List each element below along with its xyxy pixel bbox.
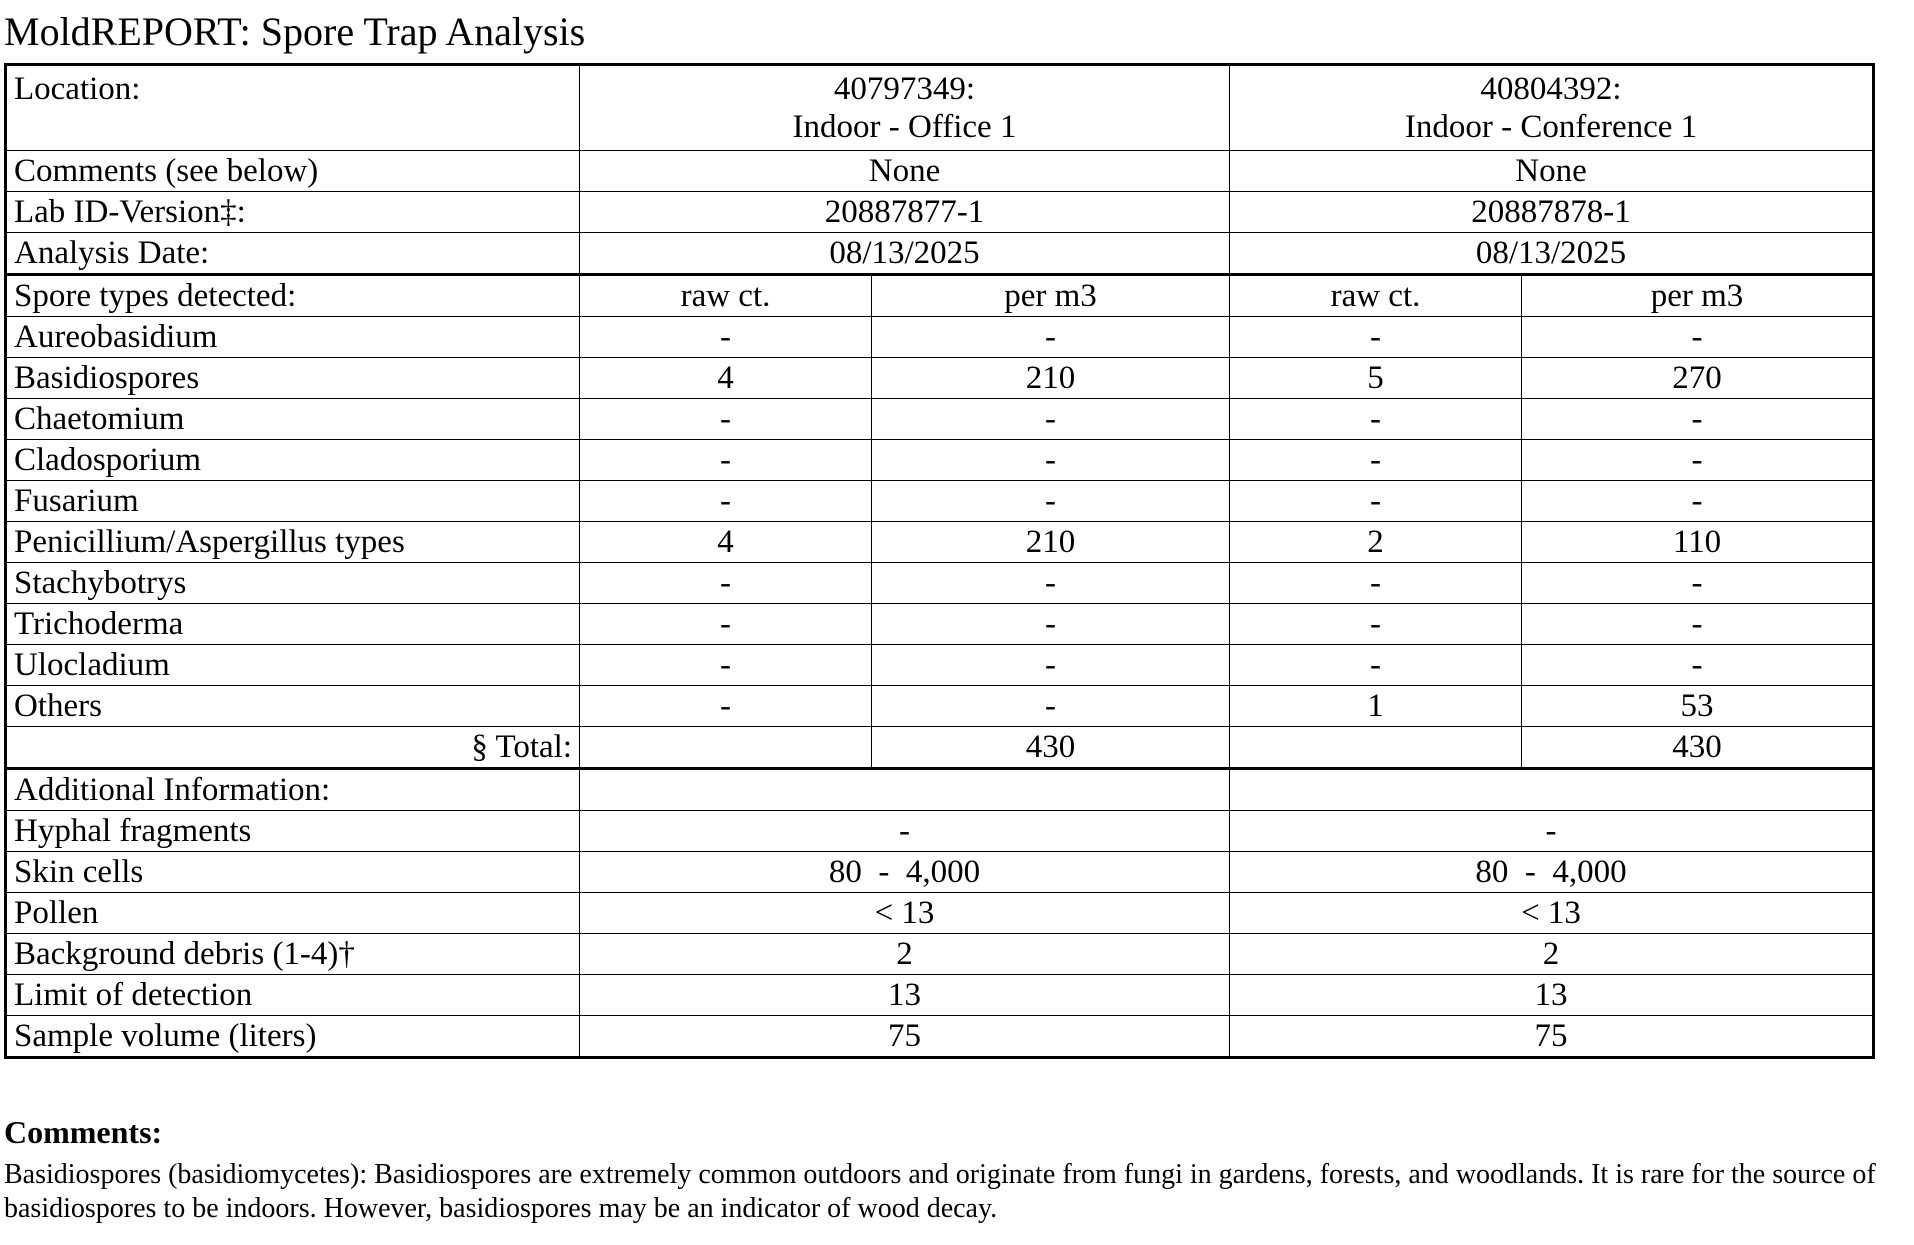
sample-2-comments: None: [1230, 151, 1874, 192]
spore-row: [6, 399, 1874, 440]
sample-1-additional-blank: [580, 769, 1230, 811]
comments-row: [6, 151, 1874, 192]
spore-name: Fusarium: [6, 481, 580, 522]
spore-row: [6, 481, 1874, 522]
sample-2-m3-header: per m3: [1522, 275, 1874, 317]
sample-2-total-raw: [1230, 727, 1522, 769]
sample-1-additional-value: < 13: [580, 893, 1230, 934]
sample-1-per-m3: 210: [872, 358, 1230, 399]
spore-name: Ulocladium: [6, 645, 580, 686]
sample-1-comments: None: [580, 151, 1230, 192]
sample-2-per-m3: 270: [1522, 358, 1874, 399]
sample-1-raw-header: raw ct.: [580, 275, 872, 317]
additional-name: Hyphal fragments: [6, 811, 580, 852]
sample-2-total-m3: 430: [1522, 727, 1874, 769]
sample-2-per-m3: -: [1522, 645, 1874, 686]
sample-2-additional-value: 75: [1230, 1016, 1874, 1058]
sample-2-per-m3: 53: [1522, 686, 1874, 727]
sample-2-lab-id: 20887878-1: [1230, 192, 1874, 233]
sample-2-additional-value: 13: [1230, 975, 1874, 1016]
additional-row: [6, 811, 1874, 852]
sample-2-per-m3: -: [1522, 604, 1874, 645]
total-row: [6, 727, 1874, 769]
sample-1-raw-count: -: [580, 645, 872, 686]
total-label: § Total:: [6, 727, 580, 769]
sample-1-per-m3: -: [872, 686, 1230, 727]
sample-2-id: 40804392:: [1480, 71, 1622, 107]
spore-row: [6, 440, 1874, 481]
sample-1-additional-value: 13: [580, 975, 1230, 1016]
spore-row: [6, 317, 1874, 358]
additional-name: Skin cells: [6, 852, 580, 893]
sample-2-additional-blank: [1230, 769, 1874, 811]
sample-1-raw-count: -: [580, 604, 872, 645]
sample-1-total-raw: [580, 727, 872, 769]
spore-name: Penicillium/Aspergillus types: [6, 522, 580, 563]
sample-1-per-m3: -: [872, 481, 1230, 522]
additional-row: [6, 934, 1874, 975]
spore-name: Stachybotrys: [6, 563, 580, 604]
spore-row: [6, 604, 1874, 645]
additional-header-row: [6, 769, 1874, 811]
spore-row: [6, 645, 1874, 686]
spore-name: Chaetomium: [6, 399, 580, 440]
sample-2-raw-count: 2: [1230, 522, 1522, 563]
sample-1-raw-count: 4: [580, 522, 872, 563]
analysis-date-row: [6, 233, 1874, 275]
sample-1-raw-count: -: [580, 563, 872, 604]
spore-trap-table: [4, 63, 1875, 1059]
sample-1-lab-id: 20887877-1: [580, 192, 1230, 233]
additional-info-label: Additional Information:: [6, 769, 580, 811]
spore-row: [6, 563, 1874, 604]
spore-name: Aureobasidium: [6, 317, 580, 358]
additional-row: [6, 1016, 1874, 1058]
spore-name: Cladosporium: [6, 440, 580, 481]
spore-name: Trichoderma: [6, 604, 580, 645]
comments-heading: Comments:: [4, 1114, 163, 1150]
additional-name: Background debris (1-4)†: [6, 934, 580, 975]
sample-2-per-m3: -: [1522, 317, 1874, 358]
sample-1-per-m3: -: [872, 563, 1230, 604]
additional-row: [6, 852, 1874, 893]
spore-name: Others: [6, 686, 580, 727]
sample-2-raw-count: 1: [1230, 686, 1522, 727]
spore-name: Basidiospores: [6, 358, 580, 399]
sample-1-per-m3: -: [872, 645, 1230, 686]
sample-1-raw-count: -: [580, 440, 872, 481]
sample-1-raw-count: -: [580, 399, 872, 440]
sample-1-raw-count: -: [580, 481, 872, 522]
sample-2-additional-value: < 13: [1230, 893, 1874, 934]
sample-2-per-m3: 110: [1522, 522, 1874, 563]
sample-2-raw-count: -: [1230, 645, 1522, 686]
sample-2-raw-count: -: [1230, 481, 1522, 522]
location-row: [6, 65, 1874, 151]
sample-1-date: 08/13/2025: [580, 233, 1230, 275]
sample-1-per-m3: -: [872, 440, 1230, 481]
sample-2-raw-count: -: [1230, 317, 1522, 358]
comments-text: Basidiospores (basidiomycetes): Basidiospores are extremely common outdoors and originate from fungi in gardens, forests, and woodlands. It is rare for the source of basidiospores to be indoors. However, basidiospores may be an indicator of wood decay.: [4, 1159, 1876, 1224]
sample-1-location: Indoor - Office 1: [792, 109, 1017, 145]
sample-1-raw-count: -: [580, 686, 872, 727]
lab-id-row: [6, 192, 1874, 233]
sample-1-per-m3: -: [872, 604, 1230, 645]
sample-1-id: 40797349:: [833, 71, 976, 107]
sample-1-per-m3: -: [872, 317, 1230, 358]
sample-2-per-m3: -: [1522, 481, 1874, 522]
report-title: MoldREPORT: Spore Trap Analysis: [4, 9, 586, 54]
sample-2-per-m3: -: [1522, 440, 1874, 481]
sample-1-additional-value: -: [580, 811, 1230, 852]
sample-1-additional-value: 2: [580, 934, 1230, 975]
sample-2-additional-value: 80 - 4,000: [1230, 852, 1874, 893]
additional-row: [6, 893, 1874, 934]
sample-2-per-m3: -: [1522, 563, 1874, 604]
sample-2-raw-header: raw ct.: [1230, 275, 1522, 317]
spore-row: [6, 358, 1874, 399]
spore-types-label: Spore types detected:: [6, 275, 580, 317]
lab-id-label: Lab ID-Version‡:: [6, 192, 580, 233]
sample-1-per-m3: 210: [872, 522, 1230, 563]
spore-row: [6, 522, 1874, 563]
comments-label: Comments (see below): [6, 151, 580, 192]
sample-1-additional-value: 75: [580, 1016, 1230, 1058]
sample-2-raw-count: -: [1230, 563, 1522, 604]
additional-row: [6, 975, 1874, 1016]
sample-2-raw-count: -: [1230, 440, 1522, 481]
sample-2-additional-value: -: [1230, 811, 1874, 852]
spore-row: [6, 686, 1874, 727]
sample-1-additional-value: 80 - 4,000: [580, 852, 1230, 893]
additional-name: Pollen: [6, 893, 580, 934]
sample-2-raw-count: -: [1230, 604, 1522, 645]
sample-1-m3-header: per m3: [872, 275, 1230, 317]
sample-2-date: 08/13/2025: [1230, 233, 1874, 275]
additional-name: Limit of detection: [6, 975, 580, 1016]
sample-1-per-m3: -: [872, 399, 1230, 440]
sample-2-location-cell: [1230, 65, 1874, 151]
sample-2-per-m3: -: [1522, 399, 1874, 440]
additional-name: Sample volume (liters): [6, 1016, 580, 1058]
sample-2-additional-value: 2: [1230, 934, 1874, 975]
sample-1-total-m3: 430: [872, 727, 1230, 769]
sample-1-raw-count: -: [580, 317, 872, 358]
sample-2-raw-count: -: [1230, 399, 1522, 440]
location-label: Location:: [6, 65, 580, 151]
sample-2-raw-count: 5: [1230, 358, 1522, 399]
sample-1-raw-count: 4: [580, 358, 872, 399]
sample-1-location-cell: [580, 65, 1230, 151]
spore-header-row: [6, 275, 1874, 317]
analysis-date-label: Analysis Date:: [6, 233, 580, 275]
sample-2-location: Indoor - Conference 1: [1404, 109, 1698, 145]
